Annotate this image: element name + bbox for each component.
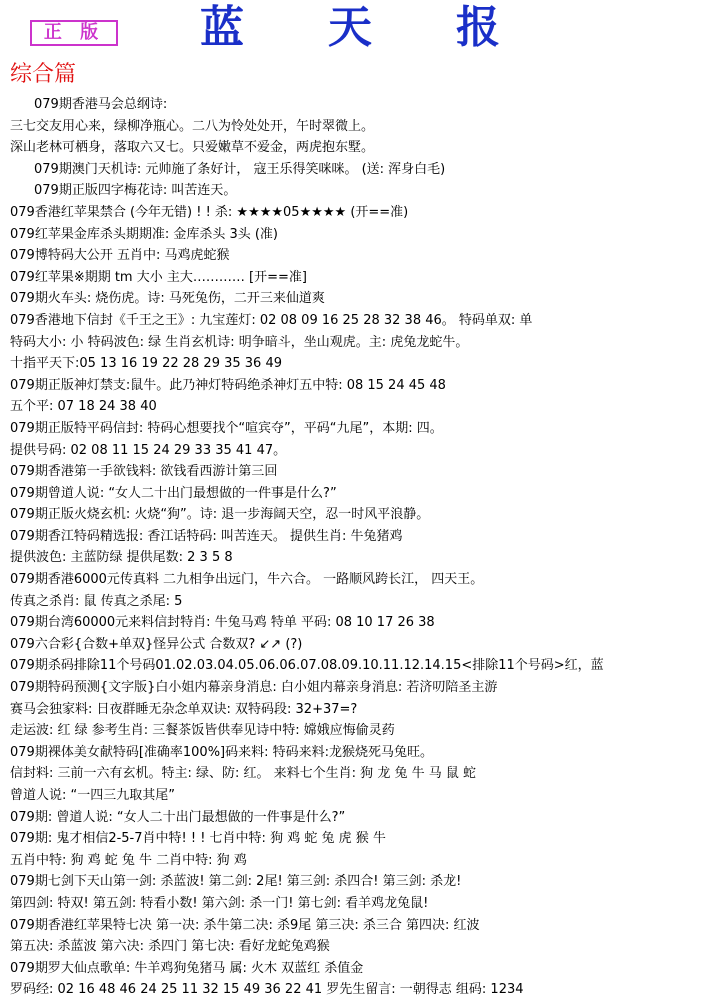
text-line: 信封料: 三前一六有玄机。特主: 绿、防: 红。 来料七个生肖: 狗 龙 兔 牛 马 鼠 蛇 — [10, 766, 476, 782]
title-char: 天 — [328, 2, 372, 53]
text-line: 079博特码大公开 五肖中: 马鸡虎蛇猴 — [10, 248, 230, 264]
text-line: 079期香港马会总纲诗: — [34, 97, 168, 112]
text-line: 079期曾道人说: “女人二十出门最想做的一件事是什么?” — [10, 485, 337, 501]
edition-badge: 正 版 — [30, 20, 118, 46]
text-line: 提供号码: 02 08 11 15 24 29 33 35 41 47。 — [10, 442, 287, 458]
text-line: 079红苹果※期期 tm 大小 主大………… [开==准] — [10, 269, 307, 285]
article-body — [10, 94, 715, 1001]
text-line: 五肖中特: 狗 鸡 蛇 兔 牛 二肖中特: 狗 鸡 — [10, 852, 247, 868]
text-line: 079期火车头: 烧伤虎。诗: 马死兔伤，二开三来仙道爽 — [10, 291, 325, 307]
text-line: 079期香江特码精选报: 香江话特码: 叫苦连天。 提供生肖: 牛兔猪鸡 — [10, 528, 403, 544]
text-line: 079期: 鬼才相信2-5-7肖中特! ! ! 七肖中特: 狗 鸡 蛇 兔 虎 猴 牛 — [10, 831, 386, 847]
text-line: 079香港地下信封《千王之王》: 九宝莲灯: 02 08 09 16 25 28 32 38 46。 特码单双: 单 — [10, 312, 533, 328]
text-line: 深山老林可栖身，落取六又七。只爱嫩草不爱金，两虎抱东墅。 — [10, 140, 375, 156]
text-line: 第五决: 杀蓝波 第六决: 杀四门 第七决: 看好龙蛇兔鸡猴 — [10, 939, 330, 955]
text-line: 十指平天下:05 13 16 19 22 28 29 35 36 49 — [10, 356, 282, 372]
text-line: 提供波色: 主蓝防绿 提供尾数: 2 3 5 8 — [10, 550, 233, 566]
text-line: 079期正版神灯禁支:鼠牛。此乃神灯特码绝杀神灯五中特: 08 15 24 45 48 — [10, 377, 446, 393]
text-line: 079期: 曾道人说: “女人二十出门最想做的一件事是什么?” — [10, 809, 346, 825]
text-line: 079期澳门天机诗: 元帅施了条好计， 寇王乐得笑咪咪。 (送: 浑身白毛) — [34, 161, 446, 177]
text-line: 079期七剑下天山第一剑: 杀蓝波! 第二剑: 2尾! 第三剑: 杀四合! 第三剑: 杀龙! — [10, 874, 462, 890]
text-line: 特码大小: 小 特码波色: 绿 生肖玄机诗: 明争暗斗，坐山观虎。主: 虎兔龙蛇牛。 — [10, 334, 469, 350]
text-line: 079期香港6000元传真料 二九相争出远门，牛六合。 一路顺风跨长江， 四天王。 — [10, 572, 484, 588]
text-line: 079期香港第一手欲钱料: 欲钱看西游计第三回 — [10, 464, 278, 480]
text-line: 曾道人说: “一四三九取其尾” — [10, 788, 175, 803]
title-char: 报 — [456, 2, 500, 53]
text-line: 079红苹果金库杀头期期准: 金库杀头 3头 (准) — [10, 226, 279, 242]
title-char: 蓝 — [200, 2, 244, 53]
newspaper-title — [200, 2, 500, 54]
page-header — [0, 0, 727, 62]
text-line: 三七交友用心来，绿柳净瓶心。二八为怜处处开，午时翠微上。 — [10, 118, 375, 134]
text-line: 079香港红苹果禁合 (今年无错) ! ! 杀: ★★★★05★★★★ (开==准) — [10, 204, 409, 220]
text-line: 079期罗大仙点歌单: 牛羊鸡狗兔猪马 属: 火木 双蓝红 杀值金 — [10, 960, 364, 976]
text-line: 五个平: 07 18 24 38 40 — [10, 399, 157, 415]
text-line: 罗码经: 02 16 48 46 24 25 11 32 15 49 36 22 41 罗先生留言: 一朝得志 组码: 1234 — [10, 982, 524, 998]
text-line: 传真之杀肖: 鼠 传真之杀尾: 5 — [10, 593, 183, 609]
text-line: 079期特码预测{文字版}白小姐内幕亲身消息: 白小姐内幕亲身消息: 若济叨陪圣主游 — [10, 680, 498, 696]
text-line: 走运波: 红 绿 参考生肖: 三餐茶饭皆供奉见诗中特: 嫦娥应悔偷灵药 — [10, 723, 395, 739]
text-line: 079期台湾60000元来料信封特肖: 牛兔马鸡 特单 平码: 08 10 17 26 38 — [10, 615, 435, 631]
text-line: 079期正版特平码信封: 特码心想要找个“喧宾夺”，平码“九尾”，本期: 四。 — [10, 420, 443, 436]
text-line: 079六合彩{合数+单双}怪异公式 合数双? ↙↗ (?) — [10, 636, 303, 652]
text-line: 赛马会独家料: 日夜群睡无杂念单双诀: 双特码段: 32+37=? — [10, 701, 358, 717]
text-line: 079期杀码排除11个号码01.02.03.04.05.06.06.07.08.09.10.11.12.14.15<排除11个号码>红，蓝 — [10, 658, 604, 674]
text-line: 079期正版火烧玄机: 火烧“狗”。诗: 退一步海阔天空，忍一时风平浪静。 — [10, 507, 430, 523]
text-line: 079期裸体美女献特码[准确率100%]码来料: 特码来料:龙猴烧死马兔旺。 — [10, 744, 434, 760]
text-line: 079期正版四字梅花诗: 叫苦连天。 — [34, 183, 237, 199]
section-title: 综合篇 — [10, 62, 77, 87]
text-line: 第四剑: 特双! 第五剑: 特看小数! 第六剑: 杀一门! 第七剑: 看羊鸡龙兔鼠! — [10, 895, 429, 911]
text-line: 079期香港红苹果特七决 第一决: 杀牛第二决: 杀9尾 第三决: 杀三合 第四决: 红波 — [10, 917, 480, 933]
